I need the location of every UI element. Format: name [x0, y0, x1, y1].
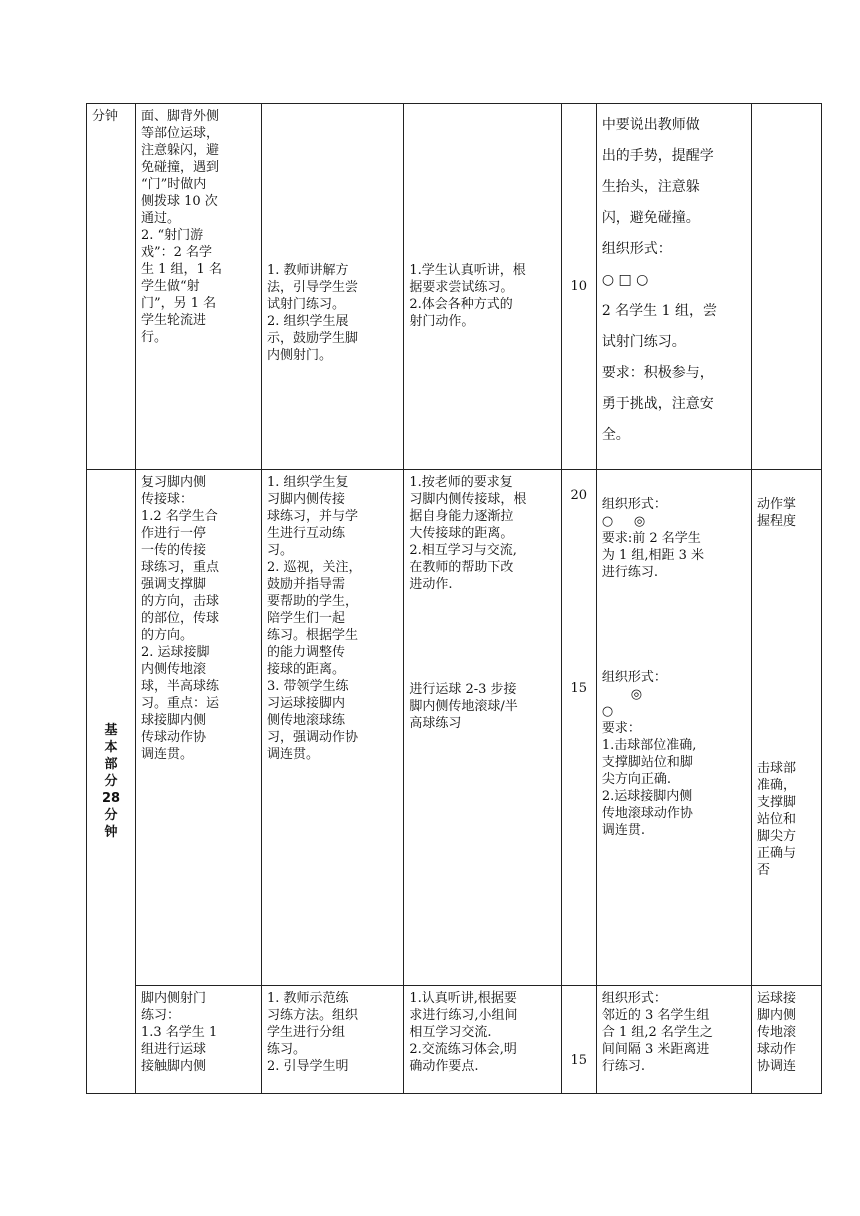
text-line: 确动作要点.	[409, 1059, 479, 1074]
text-line: 要求：积极参与，	[601, 365, 714, 381]
evaluation-cell	[751, 470, 821, 986]
content-cell	[136, 986, 262, 1094]
text-line: 组织形式：	[601, 670, 667, 685]
content-cell	[136, 470, 262, 986]
text-line: 一传的传接	[141, 543, 207, 558]
text-line: 练习。	[266, 1042, 306, 1057]
text-line: ○ □ ○	[601, 272, 649, 288]
text-line: 2.运球接脚内侧	[601, 789, 693, 804]
text-line: 动作掌	[756, 497, 796, 512]
text-line: 2. 巡视，关注，	[266, 560, 362, 575]
text-line: 的方向。	[141, 628, 194, 643]
text-line: ○	[601, 704, 614, 719]
text-line: 1.按老师的要求复	[409, 475, 513, 490]
text-line: 1.认真听讲,根据要	[409, 991, 517, 1006]
text-line: 为 1 组,相距 3 米	[601, 548, 705, 563]
student-activity-cell	[404, 104, 562, 470]
text-line: 习练方法。组织	[266, 1008, 358, 1023]
text-line: 勇于挑战，注意安	[601, 396, 714, 412]
text-line: 据自身能力逐渐拉	[409, 509, 514, 524]
text-line: 协调连	[756, 1059, 796, 1074]
student-activity-cell	[404, 986, 562, 1094]
text-line: 生抬头，注意躲	[601, 179, 700, 195]
text-line: 2. 引导学生明	[266, 1059, 349, 1074]
text-line: 1. 教师讲解方	[266, 263, 349, 278]
text-line: 大传接球的距离。	[409, 526, 514, 541]
text-line: 2.交流练习体会,明	[409, 1042, 517, 1057]
teacher-activity-cell	[261, 470, 403, 986]
text-line: 高球练习	[409, 716, 462, 731]
text-line: 法，引导学生尝	[266, 280, 358, 295]
text-line: 脚内侧传地滚球/半	[409, 699, 518, 714]
text-line: 脚内侧射门	[141, 991, 207, 1006]
lesson-plan-table	[86, 103, 822, 1094]
text-line: 试射门练习。	[266, 297, 345, 312]
text-line: 球练习，重点	[141, 560, 220, 575]
minutes-cell: 15	[561, 986, 596, 1094]
student-activity-cell	[404, 470, 562, 986]
text-line: 传球动作协	[141, 730, 207, 745]
organization-cell	[596, 470, 751, 986]
text-line: 免碰撞，遇到	[141, 160, 220, 175]
text-line: 1.学生认真听讲，根	[409, 263, 526, 278]
text-line: 在教师的帮助下改	[409, 560, 514, 575]
text-line: 组织形式：	[601, 241, 672, 257]
text-line: 本	[104, 740, 118, 755]
text-line: 组进行运球	[141, 1042, 207, 1057]
text-line: 调连贯。	[141, 747, 194, 762]
text-line: “门”时做内	[141, 177, 207, 192]
text-line: 学生做“射	[141, 279, 200, 294]
text-line: 球练习，并与学	[266, 509, 358, 524]
text-line: ○ ◎	[601, 514, 646, 529]
text-line: 强调支撑脚	[141, 577, 207, 592]
text-line: 的部位，传球	[141, 611, 220, 626]
text-line: 侧传地滚球练	[266, 713, 345, 728]
text-line: 脚尖方	[756, 829, 796, 844]
text-line: 内侧传地滚	[141, 662, 207, 677]
text-line: 要求：	[601, 721, 641, 736]
text-line: 接球的距离。	[266, 662, 345, 677]
text-line: 示，鼓励学生脚	[266, 331, 358, 346]
text-line: 调连贯。	[266, 747, 319, 762]
text-line: 戏”：2 名学	[141, 245, 213, 260]
text-line: 分	[104, 808, 118, 823]
organization-cell	[596, 104, 751, 470]
evaluation-cell	[751, 986, 821, 1094]
minutes-cell: 20 15	[561, 470, 596, 986]
text-line: 学生进行分组	[266, 1025, 345, 1040]
text-line: 调连贯.	[601, 823, 645, 838]
text-line: 组织形式：	[601, 497, 667, 512]
text-line: 传地滚球动作协	[601, 806, 693, 821]
text-line: 间间隔 3 米距离进	[601, 1042, 710, 1057]
text-line: 否	[756, 863, 770, 878]
text-line: 习运球接脚内	[266, 696, 345, 711]
text-line: 2.体会各种方式的	[409, 297, 513, 312]
text-line: 球接脚内侧	[141, 713, 207, 728]
text-line: 面、脚背外侧	[141, 109, 220, 124]
text-line: 2. 运球接脚	[141, 645, 210, 660]
text-line: 1.2 名学生合	[141, 509, 218, 524]
text-line: 复习脚内侧	[141, 475, 207, 490]
text-line: 1.3 名学生 1	[141, 1025, 218, 1040]
text-line: 据要求尝试练习。	[409, 280, 514, 295]
text-line: 邻近的 3 名学生组	[601, 1008, 710, 1023]
text-line: 进行运球 2-3 步接	[409, 682, 517, 697]
text-line: 出的手势，提醒学	[601, 148, 714, 164]
text-line: 分	[104, 774, 118, 789]
time-cell: 分钟	[87, 104, 136, 470]
text-line: 行。	[141, 330, 168, 345]
text-line: 2. 组织学生展	[266, 314, 349, 329]
text-line: 1. 组织学生复	[266, 475, 349, 490]
text-line: 射门动作。	[409, 314, 475, 329]
text-line: 支撑脚站位和脚	[601, 755, 693, 770]
text-line: 全。	[601, 427, 630, 443]
text-line: 学生轮流进	[141, 313, 207, 328]
minutes-cell: 10	[561, 104, 596, 470]
text-line: 陪学生们一起	[266, 611, 345, 626]
text-line: 2. “射门游	[141, 228, 204, 243]
text-line: 习。重点：运	[141, 696, 220, 711]
text-line: 习脚内侧传接球，根	[409, 492, 527, 507]
text-line: 1.击球部位准确,	[601, 738, 697, 753]
text-line: 传地滚	[756, 1025, 796, 1040]
text-line: 进行练习.	[601, 565, 658, 580]
text-line: 尖方向正确.	[601, 772, 671, 787]
text-line: 正确与	[756, 846, 796, 861]
text-line: 要求:前 2 名学生	[601, 531, 701, 546]
text-line: 内侧射门。	[266, 348, 332, 363]
text-line: 练习：	[141, 1008, 181, 1023]
evaluation-cell	[751, 104, 821, 470]
table-row	[87, 986, 822, 1094]
text-line: 传接球：	[141, 492, 194, 507]
text-line: 支撑脚	[756, 795, 796, 810]
text-line: 相互学习交流.	[409, 1025, 492, 1040]
text-line: 2.相互学习与交流,	[409, 543, 517, 558]
text-line: ◎	[601, 687, 643, 702]
text-line: 习。	[266, 543, 293, 558]
text-line: 等部位运球，	[141, 126, 220, 141]
text-line: 作进行一停	[141, 526, 207, 541]
text-line: 练习。根据学生	[266, 628, 358, 643]
teacher-activity-cell	[261, 986, 403, 1094]
text-line: 球动作	[756, 1042, 796, 1057]
teacher-activity-cell	[261, 104, 403, 470]
text-line: 球，半高球练	[141, 679, 220, 694]
text-line: 进动作.	[409, 577, 453, 592]
text-line: 鼓励并指导需	[266, 577, 345, 592]
text-line: 部	[104, 757, 118, 772]
text-line: 3. 带领学生练	[266, 679, 349, 694]
text-line: 门”，另 1 名	[141, 296, 217, 311]
text-line: 行练习.	[601, 1059, 645, 1074]
text-line: 要帮助的学生，	[266, 594, 358, 609]
text-line: 准确，	[756, 778, 796, 793]
content-cell	[136, 104, 262, 470]
text-line: 站位和	[756, 812, 796, 827]
table-row	[87, 470, 822, 986]
text-line: 通过。	[141, 211, 181, 226]
text-line: 脚内侧	[756, 1008, 796, 1023]
text-line: 生 1 组，1 名	[141, 262, 222, 277]
text-line: 钟	[104, 825, 118, 840]
section-label	[87, 470, 136, 1094]
text-line: 试射门练习。	[601, 334, 686, 350]
text-line: 的方向，击球	[141, 594, 220, 609]
text-line: 侧拨球 10 次	[141, 194, 218, 209]
text-line: 生进行互动练	[266, 526, 345, 541]
text-line: 求进行练习,小组间	[409, 1008, 518, 1023]
text-line: 组织形式：	[601, 991, 667, 1006]
text-line: 习，强调动作协	[266, 730, 358, 745]
text-line: 2 名学生 1 组，尝	[601, 303, 717, 319]
text-line: 击球部	[756, 761, 796, 776]
text-line: 1. 教师示范练	[266, 991, 349, 1006]
text-line: 运球接	[756, 991, 796, 1006]
text-line: 闪，避免碰撞。	[601, 210, 700, 226]
text-line: 握程度	[756, 514, 796, 529]
text-line: 合 1 组,2 名学生之	[601, 1025, 713, 1040]
text-line: 28	[101, 791, 121, 806]
text-line: 的能力调整传	[266, 645, 345, 660]
text-line: 习脚内侧传接	[266, 492, 345, 507]
text-line: 接触脚内侧	[141, 1059, 207, 1074]
text-line: 注意躲闪，避	[141, 143, 220, 158]
table-row	[87, 104, 822, 470]
text-line: 中要说出教师做	[601, 117, 700, 133]
organization-cell	[596, 986, 751, 1094]
text-line: 基	[104, 723, 118, 738]
